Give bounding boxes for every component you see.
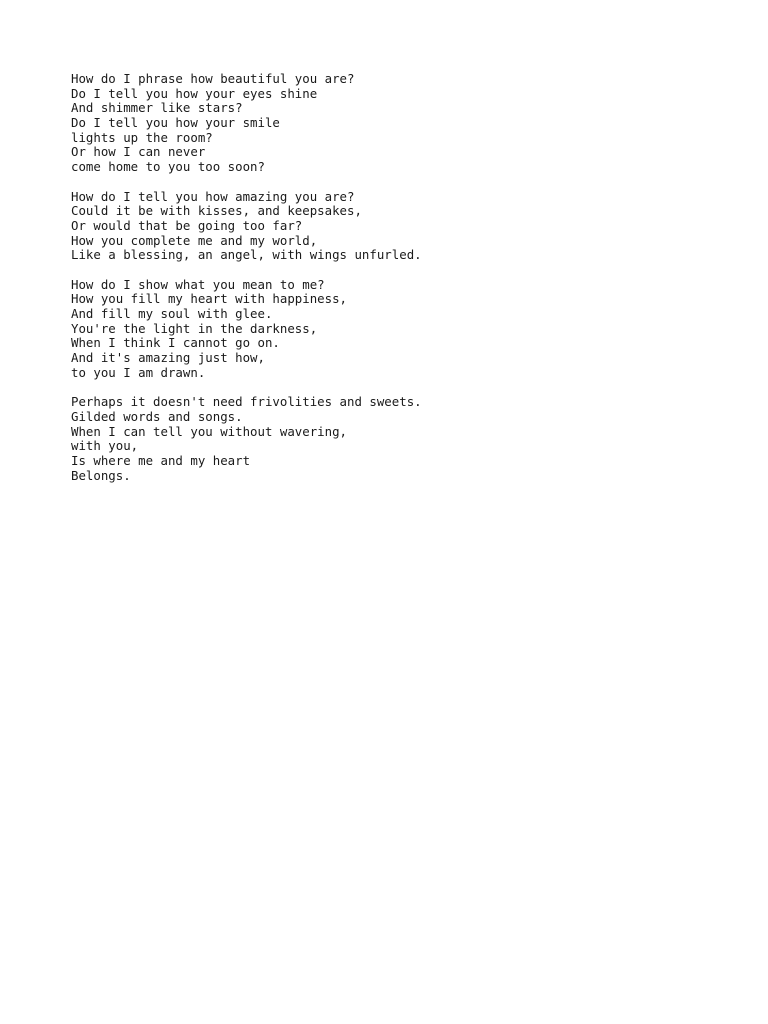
poem-line: How you fill my heart with happiness, [71,291,348,307]
poem-line: And fill my soul with glee. [71,306,273,321]
poem-line: Could it be with kisses, and keepsakes, [71,203,362,219]
poem-line: Do I tell you how your smile [71,115,280,131]
poem-line: Do I tell you how your eyes shine [71,85,318,101]
poem-line: to you I am drawn. [71,364,206,380]
poem-line: How do I tell you how amazing you are? [71,188,355,204]
poem-line: come home to you too soon? [71,159,265,175]
poem-line: with you, [71,438,139,454]
poem-line: How you complete me and my world, [71,232,318,248]
poem-line: Like a blessing, an angel, with wings unfurled. [71,247,422,263]
poem-line: And shimmer like stars? [71,100,243,116]
stanza-2 [71,190,751,263]
poem-line: Gilded words and songs. [71,408,243,424]
poem-line: When I can tell you without wavering, [71,423,348,439]
poem-line: lights up the room? [71,129,213,145]
poem-page [71,72,751,498]
poem-line: Belongs. [71,467,131,483]
poem-line: Or would that be going too far? [71,217,303,233]
poem-line: Or how I can never [71,144,206,160]
stanza-1 [71,72,751,175]
poem-line: Is where me and my heart [71,452,251,468]
stanza-4 [71,395,751,483]
stanza-3 [71,278,751,381]
poem-line: You're the light in the darkness, [71,320,318,336]
poem-line: And it's amazing just how, [71,350,265,366]
poem-line: How do I phrase how beautiful you are? [71,71,355,86]
poem-line: Perhaps it doesn't need frivolities and sweets. [71,394,422,410]
poem-line: How do I show what you mean to me? [71,276,325,292]
poem-line: When I think I cannot go on. [71,335,280,351]
